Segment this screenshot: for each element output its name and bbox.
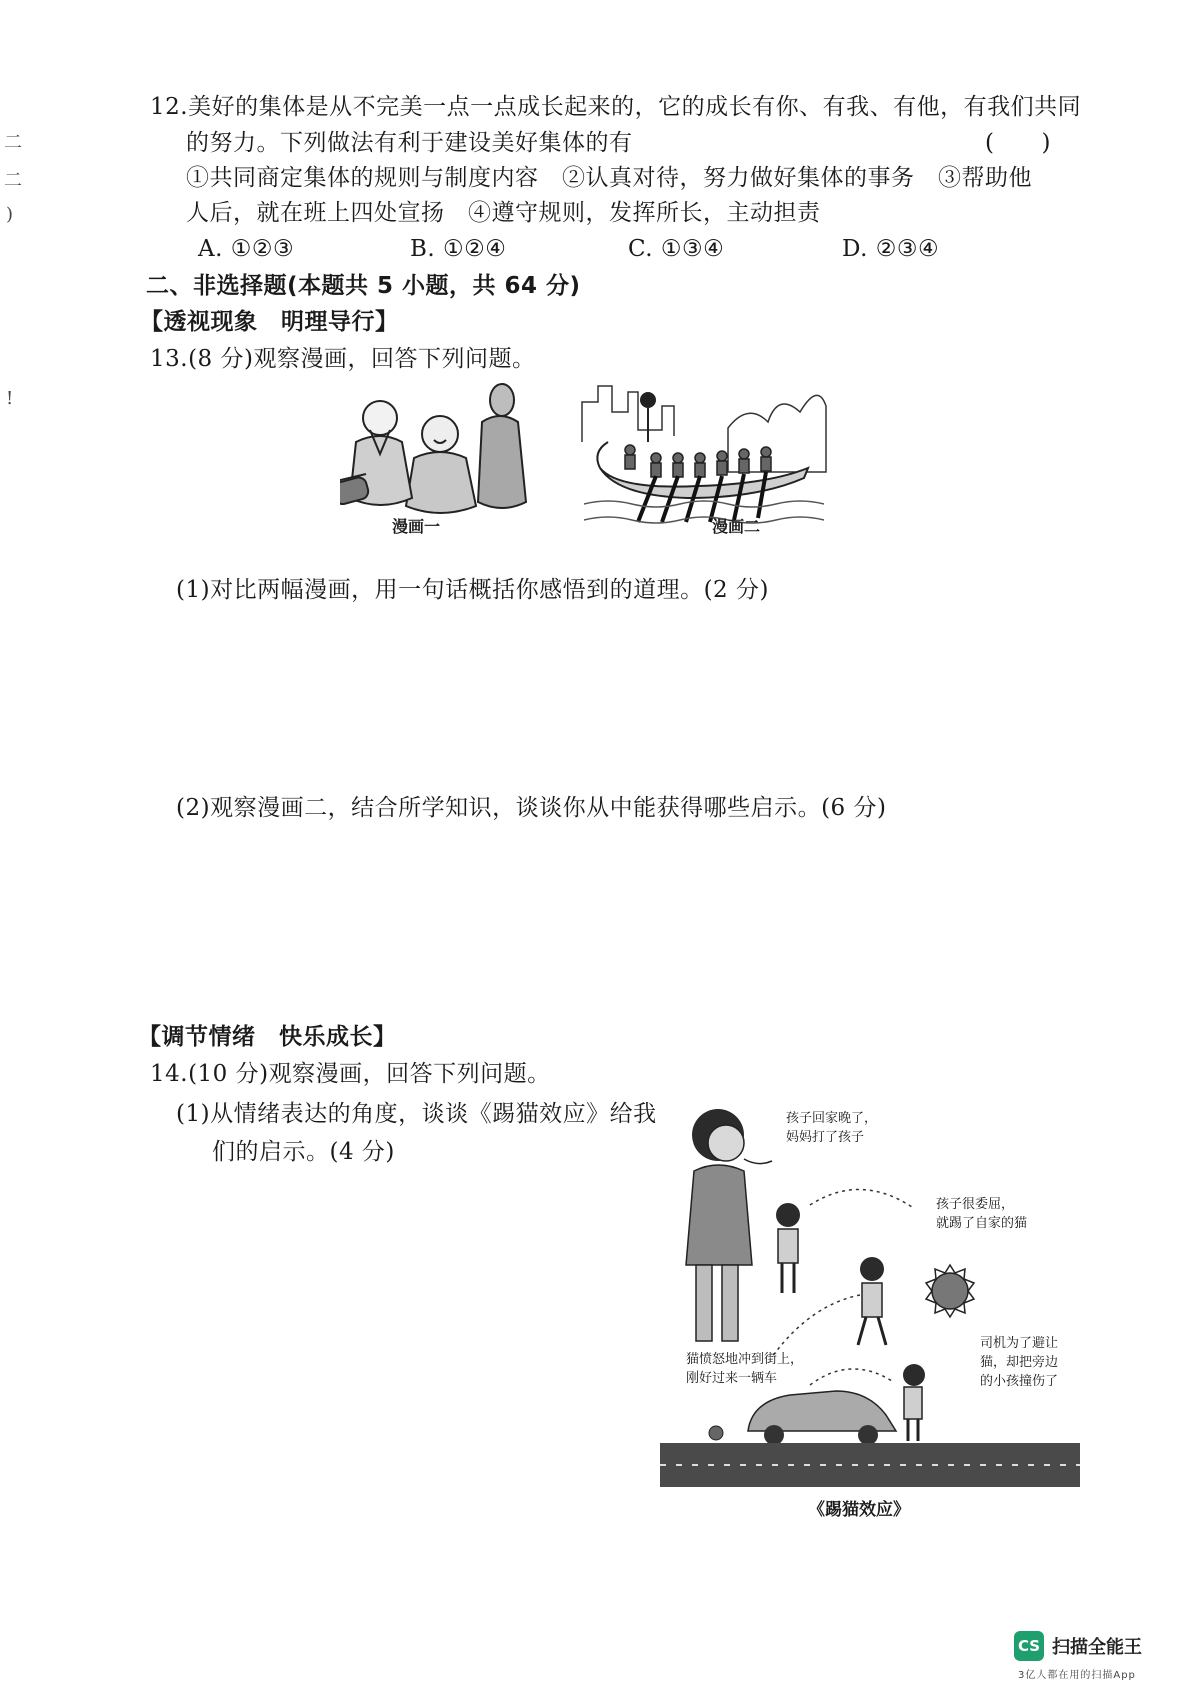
q12-option-a: A. ①②③: [198, 236, 295, 262]
q12-option-b: B. ①②④: [410, 236, 507, 262]
q12-line-3: ①共同商定集体的规则与制度内容 ②认真对待，努力做好集体的事务 ③帮助他: [186, 165, 1032, 191]
q12-option-c: C. ①③④: [628, 236, 725, 262]
subsection-heading: 【透视现象 明理导行】: [140, 309, 399, 335]
cartoon-one-caption: 漫画一: [392, 517, 441, 536]
q13-sub-question-1: (1)对比两幅漫画，用一句话概括你感悟到的道理。(2 分): [176, 577, 769, 603]
q14-sub-question-1-cont: 们的启示。(4 分): [212, 1139, 395, 1165]
comic-bubble-4: 司机为了避让 猫，却把旁边 的小孩撞伤了: [980, 1336, 1059, 1389]
q14-sub-question-1: (1)从情绪表达的角度，谈谈《踢猫效应》给我: [176, 1101, 657, 1127]
camscanner-logo-icon: CS: [1014, 1631, 1044, 1661]
kick-cat-comic: [660, 1095, 1080, 1487]
q13-sub-question-2: (2)观察漫画二，结合所学知识，谈谈你从中能获得哪些启示。(6 分): [176, 795, 887, 821]
margin-mark: ): [6, 204, 14, 225]
answer-blank: ( ): [985, 130, 1051, 156]
comic-bubble-1: 孩子回家晚了， 妈妈打了孩子: [786, 1111, 878, 1145]
section-title: 二、非选择题(本题共 5 小题，共 64 分): [146, 273, 581, 299]
q12-line-1: 12.美好的集体是从不完美一点一点成长起来的，它的成长有你、有我、有他，有我们共同: [150, 94, 1082, 120]
scanner-watermark: [1014, 1631, 1142, 1661]
q12-line-4: 人后，就在班上四处宣扬 ④遵守规则，发挥所长，主动担责: [186, 200, 821, 226]
subsection-heading: 【调节情绪 快乐成长】: [138, 1024, 397, 1050]
margin-mark: 二: [4, 170, 22, 191]
watermark-app-name: 扫描全能王: [1052, 1637, 1142, 1658]
comic-caption: 《踢猫效应》: [808, 1500, 910, 1520]
margin-mark: !: [6, 388, 14, 409]
q12-line-2: 的努力。下列做法有利于建设美好集体的有: [186, 130, 633, 156]
q13-stem: 13.(8 分)观察漫画，回答下列问题。: [150, 346, 536, 372]
margin-mark: 二: [4, 132, 22, 153]
watermark-slogan: 3亿人都在用的扫描App: [1018, 1670, 1136, 1681]
comic-bubble-2: 孩子很委屈， 就踢了自家的猫: [936, 1197, 1028, 1231]
cartoon-two-caption: 漫画二: [712, 517, 761, 536]
q12-option-d: D. ②③④: [842, 236, 940, 262]
comic-bubble-3: 猫愤怒地冲到街上， 刚好过来一辆车: [686, 1352, 804, 1386]
cartoon-two-dragon-boat: [578, 372, 828, 540]
q14-stem: 14.(10 分)观察漫画，回答下列问题。: [150, 1061, 551, 1087]
